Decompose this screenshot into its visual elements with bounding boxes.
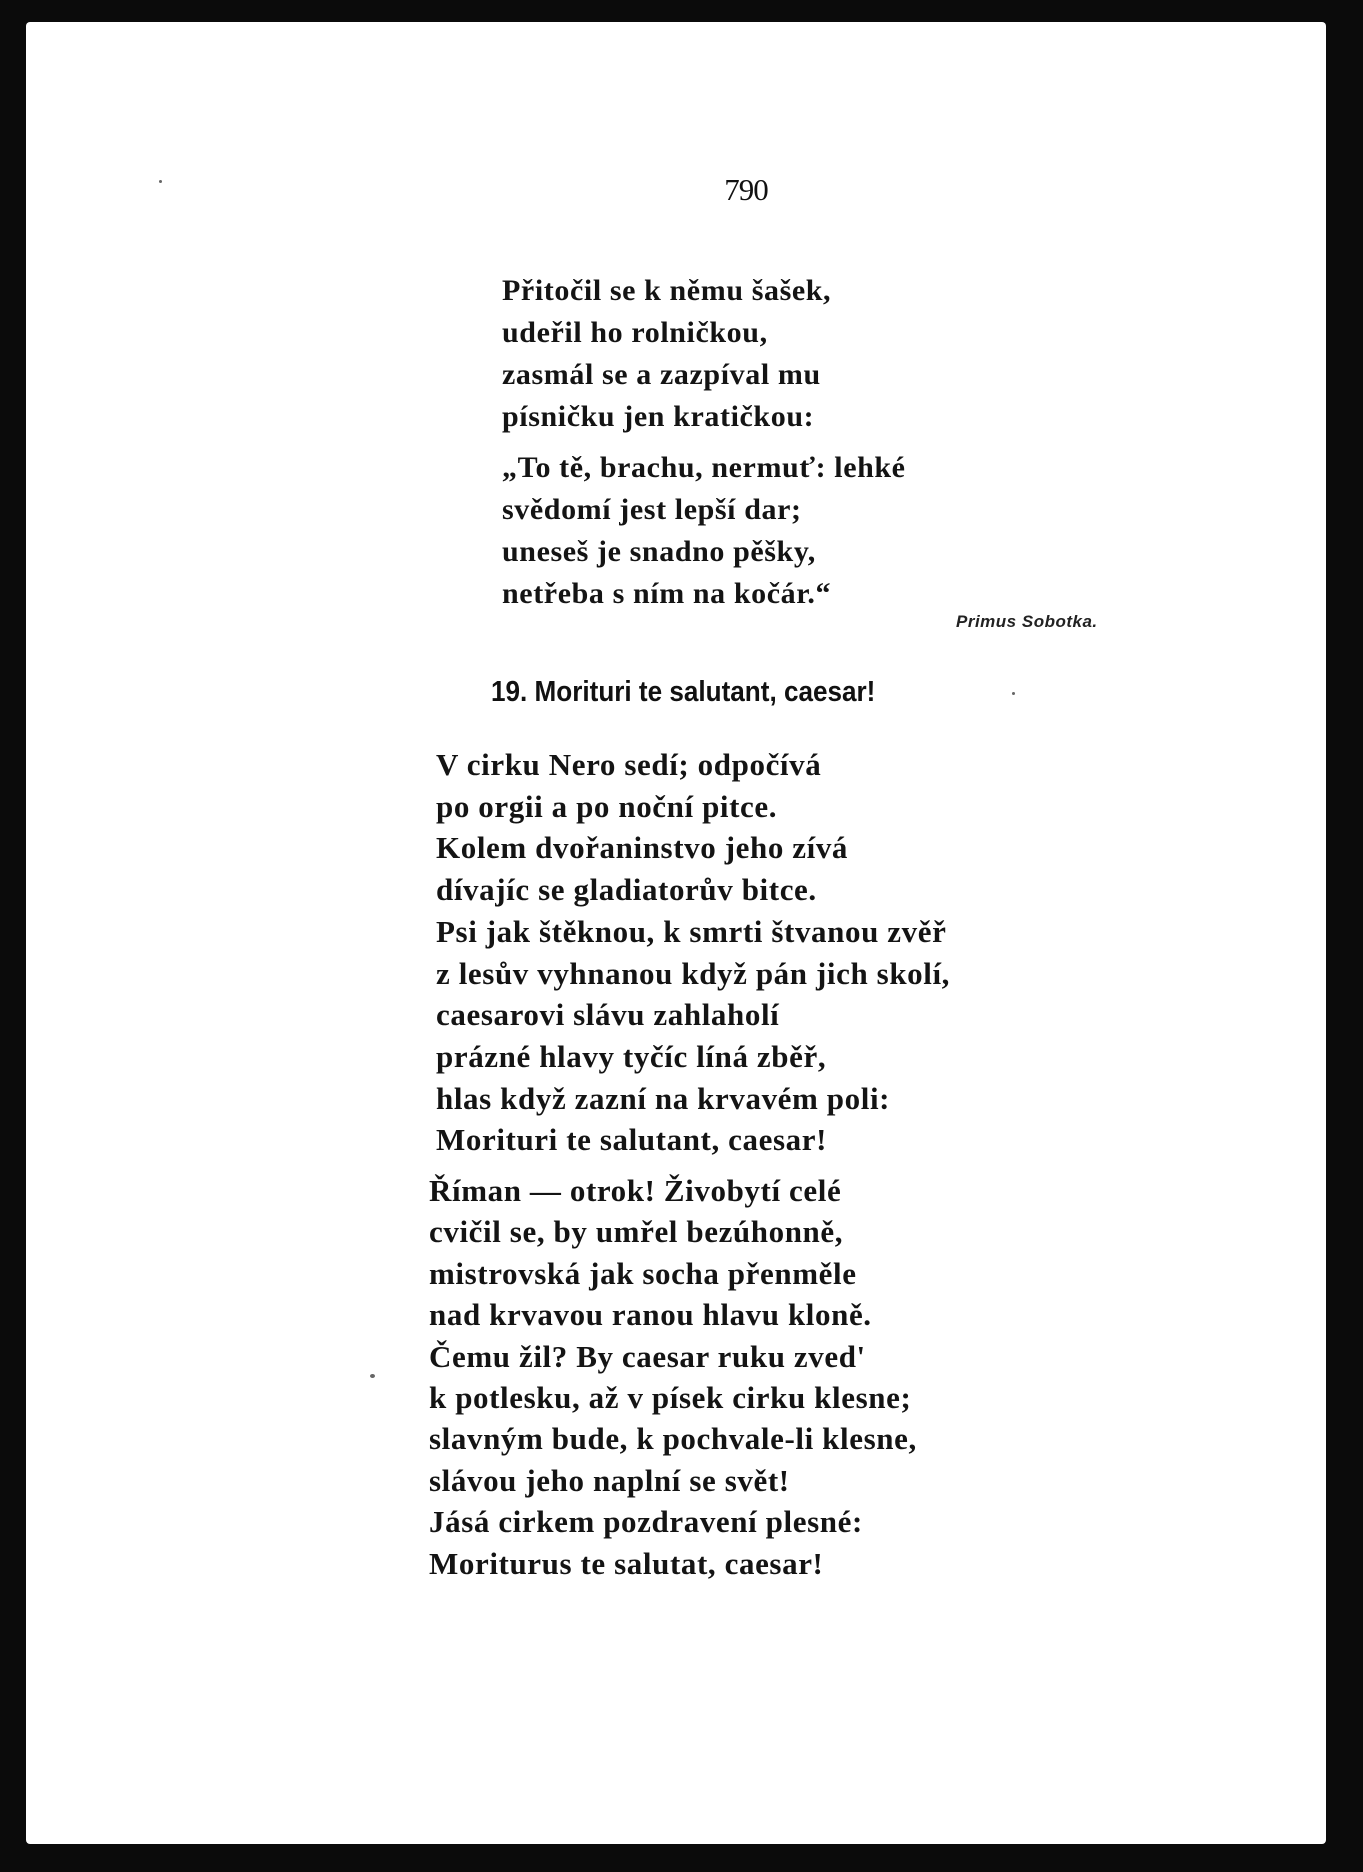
verse-line: prázné hlavy tyčíc líná zběř, xyxy=(436,1038,827,1074)
verse-line: cvičil se, by umřel bezúhonně, xyxy=(429,1214,844,1250)
verse-line: zasmál se a zazpíval mu xyxy=(502,358,821,391)
verse-line: nad krvavou ranou hlavu kloně. xyxy=(429,1297,872,1333)
verse-line: „To tě, brachu, nermuť: lehké xyxy=(502,451,906,484)
verse-line: Moriturus te salutat, caesar! xyxy=(429,1545,824,1581)
verse-line: po orgii a po noční pitce. xyxy=(436,788,778,824)
page-number: 790 xyxy=(724,172,768,207)
verse-line: svědomí jest lepší dar; xyxy=(502,493,802,526)
verse-line: Jásá cirkem pozdravení plesné: xyxy=(429,1504,863,1540)
poem-one-stanza-1 xyxy=(502,270,831,438)
book-page xyxy=(26,22,1326,1844)
verse-line: mistrovská jak socha přenměle xyxy=(429,1255,857,1291)
verse-line: hlas když zazní na krvavém poli: xyxy=(436,1080,891,1116)
print-speck xyxy=(159,180,162,183)
verse-line: slávou jeho naplní se svět! xyxy=(429,1462,790,1498)
verse-line: Morituri te salutant, caesar! xyxy=(436,1122,828,1158)
verse-line: V cirku Nero sedí; odpočívá xyxy=(436,747,822,782)
verse-line: Přitočil se k němu šašek, xyxy=(502,274,832,307)
verse-line: uneseš je snadno pěšky, xyxy=(502,535,816,568)
poem-two-stanza-1 xyxy=(436,744,950,1161)
verse-line: udeřil ho rolničkou, xyxy=(502,316,768,349)
verse-line: caesarovi slávu zahlaholí xyxy=(436,997,780,1033)
verse-line: dívajíc se gladiatorův bitce. xyxy=(436,872,817,908)
verse-line: Kolem dvořaninstvo jeho zívá xyxy=(436,830,849,866)
verse-line: Psi jak štěknou, k smrti štvanou zvěř xyxy=(436,913,947,949)
verse-line: písničku jen kratičkou: xyxy=(502,400,815,433)
verse-line: netřeba s ním na kočár.“ xyxy=(502,577,832,610)
verse-line: Čemu žil? By caesar ruku zved' xyxy=(429,1338,866,1374)
print-speck xyxy=(370,1374,375,1378)
poem-one-stanza-2 xyxy=(502,447,906,615)
poem-two-stanza-2 xyxy=(429,1170,917,1584)
print-speck xyxy=(1012,692,1015,695)
verse-line: Říman — otrok! Živobytí celé xyxy=(429,1173,842,1208)
verse-line: z lesův vyhnanou když pán jich skolí, xyxy=(436,955,951,991)
verse-line: slavným bude, k pochvale-li klesne, xyxy=(429,1421,917,1457)
poem-author: Primus Sobotka. xyxy=(956,612,1098,631)
verse-line: k potlesku, až v písek cirku klesne; xyxy=(429,1380,912,1416)
poem-two-heading: 19. Morituri te salutant, caesar! xyxy=(491,676,876,708)
